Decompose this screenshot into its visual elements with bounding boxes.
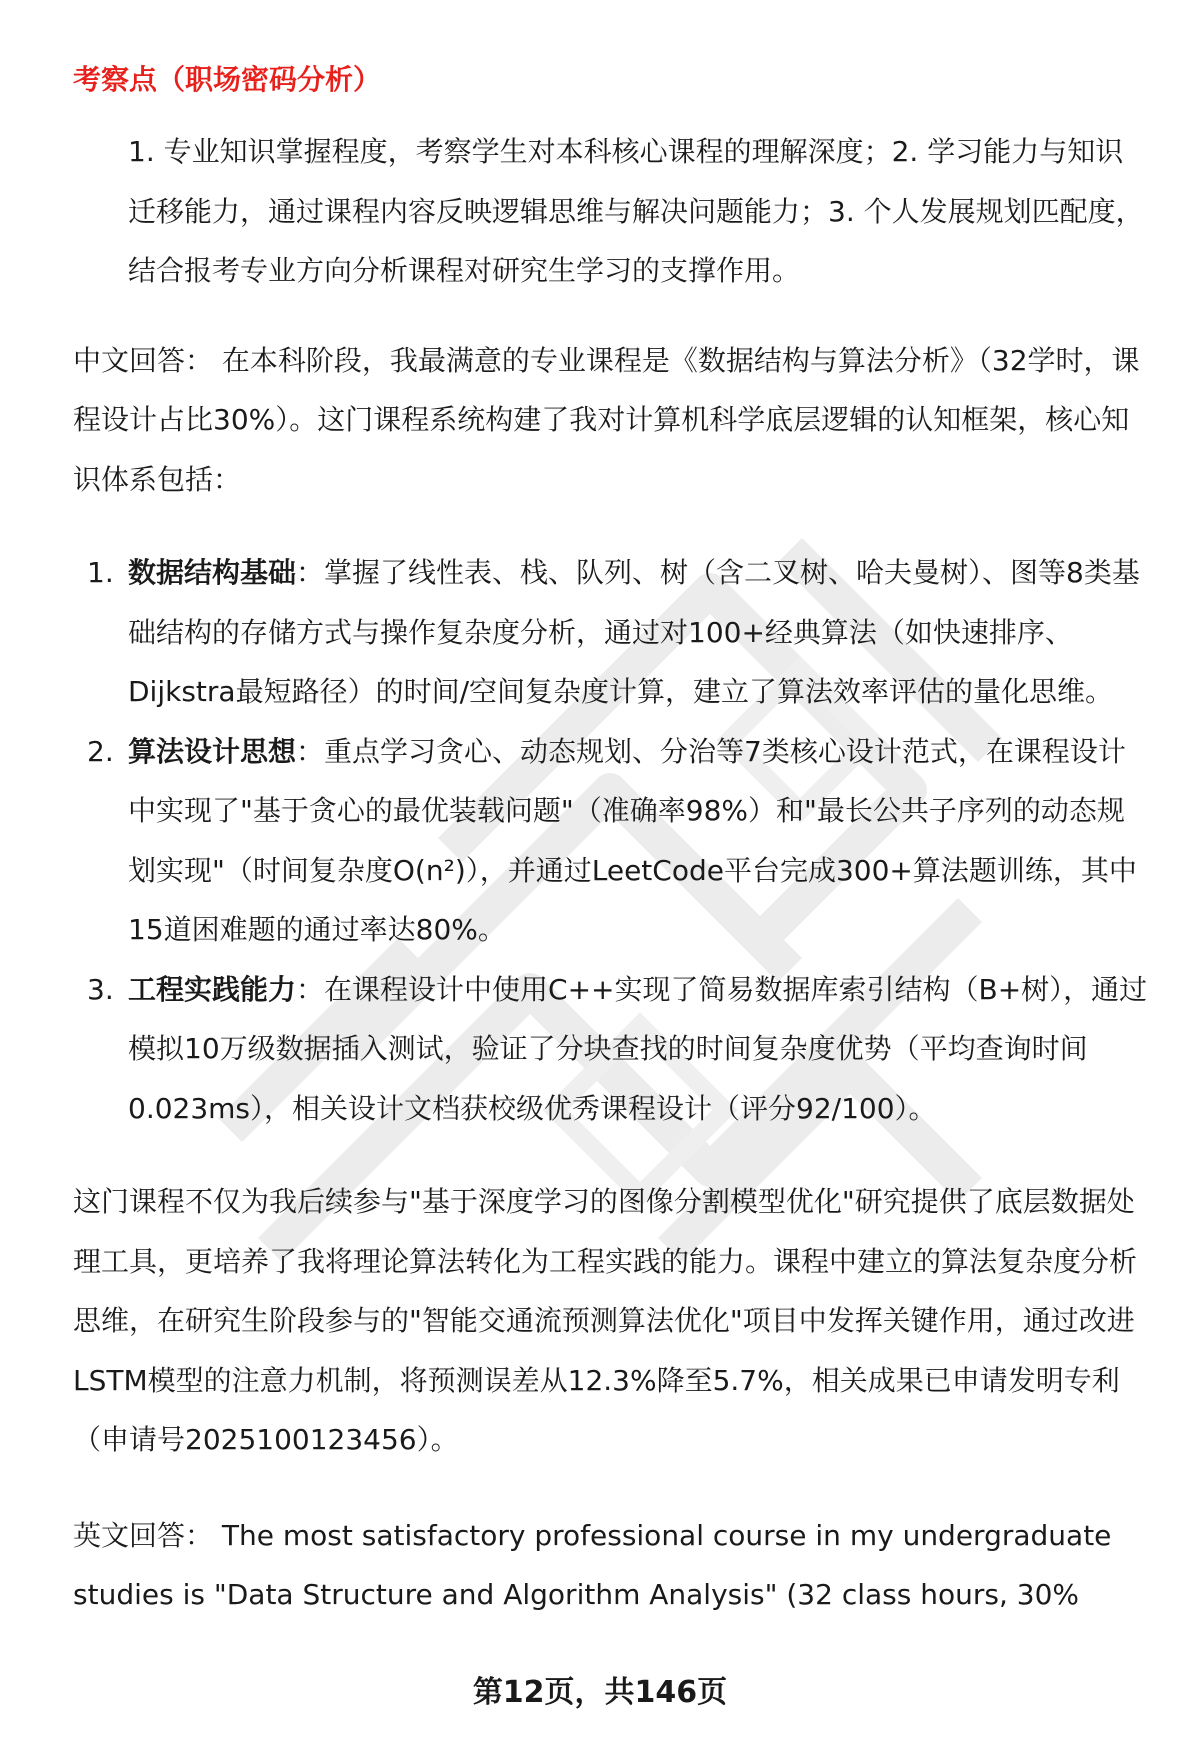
list-item-heading: 数据结构基础 <box>128 556 297 589</box>
list-item-number: 2. <box>87 734 114 768</box>
document-page <box>73 52 1148 1625</box>
cn-answer-conclusion: 这门课程不仅为我后续参与"基于深度学习的图像分割模型优化"研究提供了底层数据处理工具，更培养了我将理论算法转化为工程实践的能力。课程中建立的算法复杂度分析思维，在研究生阶段参与的"智能交通流预测算法优化"项目中发挥关键作用，通过改进LSTM模型的注意力机制，将预测误差从12.3%降至5.7%，相关成果已申请发明专利（申请号2025100123456）。 <box>73 1185 1138 1456</box>
exam-points-list <box>73 122 1148 301</box>
exam-point <box>73 122 1148 301</box>
list-item-number: 3. <box>87 972 114 1006</box>
list-item <box>73 543 1148 722</box>
list-item-heading: 算法设计思想 <box>128 734 297 768</box>
cn-answer-list <box>73 543 1148 1138</box>
section-title: 考察点（职场密码分析） <box>73 63 382 96</box>
list-item-heading: 工程实践能力 <box>128 972 297 1006</box>
en-answer-intro: 英文回答： The most satisfactory professional course in my undergraduate studies is "Data Structure and Algorithm Analysis" (32 class hours, 30% <box>73 1518 1112 1611</box>
page-footer: 第12页，共146页 <box>472 1675 728 1710</box>
list-item-text: ：在课程设计中使用C++实现了简易数据库索引结构（B+树），通过模拟10万级数据插入测试，验证了分块查找的时间复杂度优势（平均查询时间0.023ms），相关设计文档获校级优秀课程设计（评分92/100）。 <box>128 972 1148 1125</box>
cn-answer-intro: 中文回答： 在本科阶段，我最满意的专业课程是《数据结构与算法分析》（32学时，课程设计占比30%）。这门课程系统构建了我对计算机科学底层逻辑的认知框架，核心知识体系包括： <box>73 343 1140 496</box>
list-item <box>73 722 1148 960</box>
list-item-text: ：重点学习贪心、动态规划、分治等7类核心设计范式，在课程设计中实现了"基于贪心的最优装载问题"（准确率98%）和"最长公共子序列的动态规划实现"（时间复杂度O(n²)），并通过LeetCode平台完成300+算法题训练，其中15道困难题的通过率达80%。 <box>128 734 1137 946</box>
exam-point-text: 1. 专业知识掌握程度，考察学生对本科核心课程的理解深度；2. 学习能力与知识迁移能力，通过课程内容反映逻辑思维与解决问题能力；3. 个人发展规划匹配度，结合报考专业方向分析课程对研究生学习的支撑作用。 <box>128 135 1144 287</box>
list-item <box>73 960 1148 1139</box>
list-item-text: ：掌握了线性表、栈、队列、树（含二叉树、哈夫曼树）、图等8类基础结构的存储方式与操作复杂度分析，通过对100+经典算法（如快速排序、Dijkstra最短路径）的时间/空间复杂度计算，建立了算法效率评估的量化思维。 <box>128 556 1140 708</box>
list-item-number: 1. <box>87 556 114 589</box>
